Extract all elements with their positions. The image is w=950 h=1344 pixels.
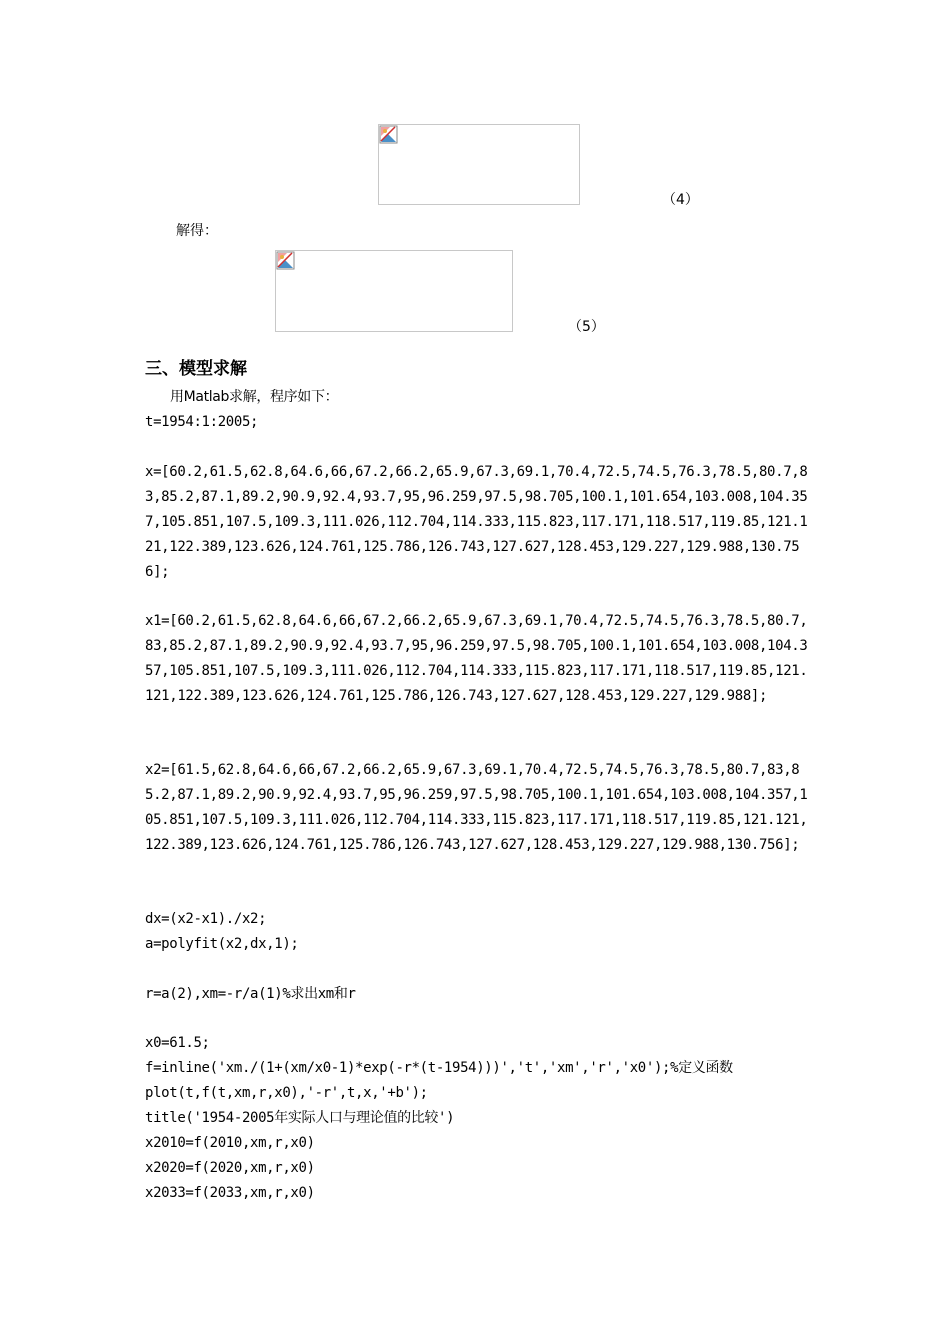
solved-label: 解得： <box>176 223 218 239</box>
code-a-line: a=polyfit(x2,dx,1); <box>145 936 299 952</box>
broken-image-icon <box>276 251 296 271</box>
code-plot-line: plot(t,f(t,xm,r,x0),'-r',t,x,'+b'); <box>145 1085 428 1101</box>
equation-5-image <box>275 250 513 332</box>
code-f-line: f=inline('xm./(1+(xm/x0-1)*exp(-r*(t-1954)))','t','xm','r','x0');%定义函数 <box>145 1060 733 1076</box>
code-x-block: x=[60.2,61.5,62.8,64.6,66,67.2,66.2,65.9,67.3,69.1,70.4,72.5,74.5,76.3,78.5,80.7,83,85.2,87.1,89.2,90.9,92.4,93.7,95,96.259,97.5,98.705,100.1,101.654,103.008,104.357,105.851,107.5,109.3,111.026,112.704,114.333,115.823,117.171,118.517,119.85,121.121,122.389,123.626,124.761,125.786,126.743,127.627,128.453,129.227,129.988,130.756]; <box>145 464 808 580</box>
code-x2-block: x2=[61.5,62.8,64.6,66,67.2,66.2,65.9,67.3,69.1,70.4,72.5,74.5,76.3,78.5,80.7,83,85.2,87.1,89.2,90.9,92.4,93.7,95,96.259,97.5,98.705,100.1,101.654,103.008,104.357,105.851,107.5,109.3,111.026,112.704,114.333,115.823,117.171,118.517,119.85,121.121,122.389,123.626,124.761,125.786,126.743,127.627,128.453,129.227,129.988,130.756]; <box>145 762 808 853</box>
intro-text: 用Matlab求解，程序如下： <box>170 389 339 405</box>
code-x0-line: x0=61.5; <box>145 1035 210 1051</box>
code-title-line: title('1954-2005年实际人口与理论值的比较') <box>145 1110 455 1126</box>
code-x1-block: x1=[60.2,61.5,62.8,64.6,66,67.2,66.2,65.9,67.3,69.1,70.4,72.5,74.5,76.3,78.5,80.7,83,85.2,87.1,89.2,90.9,92.4,93.7,95,96.259,97.5,98.705,100.1,101.654,103.008,104.357,105.851,107.5,109.3,111.026,112.704,114.333,115.823,117.171,118.517,119.85,121.121,122.389,123.626,124.761,125.786,126.743,127.627,128.453,129.227,129.988]; <box>145 613 808 704</box>
code-x2010-line: x2010=f(2010,xm,r,x0) <box>145 1135 315 1151</box>
equation-4-image <box>378 124 580 205</box>
code-dx-line: dx=(x2-x1)./x2; <box>145 911 267 927</box>
equation-5-number: （5） <box>568 319 605 335</box>
code-r-line: r=a(2),xm=-r/a(1)%求出xm和r <box>145 986 356 1002</box>
broken-image-icon <box>379 125 399 145</box>
section-title: 三、模型求解 <box>145 359 247 379</box>
code-x2033-line: x2033=f(2033,xm,r,x0) <box>145 1185 315 1201</box>
code-t-line: t=1954:1:2005; <box>145 414 259 430</box>
code-x2020-line: x2020=f(2020,xm,r,x0) <box>145 1160 315 1176</box>
equation-4-number: （4） <box>662 192 699 208</box>
